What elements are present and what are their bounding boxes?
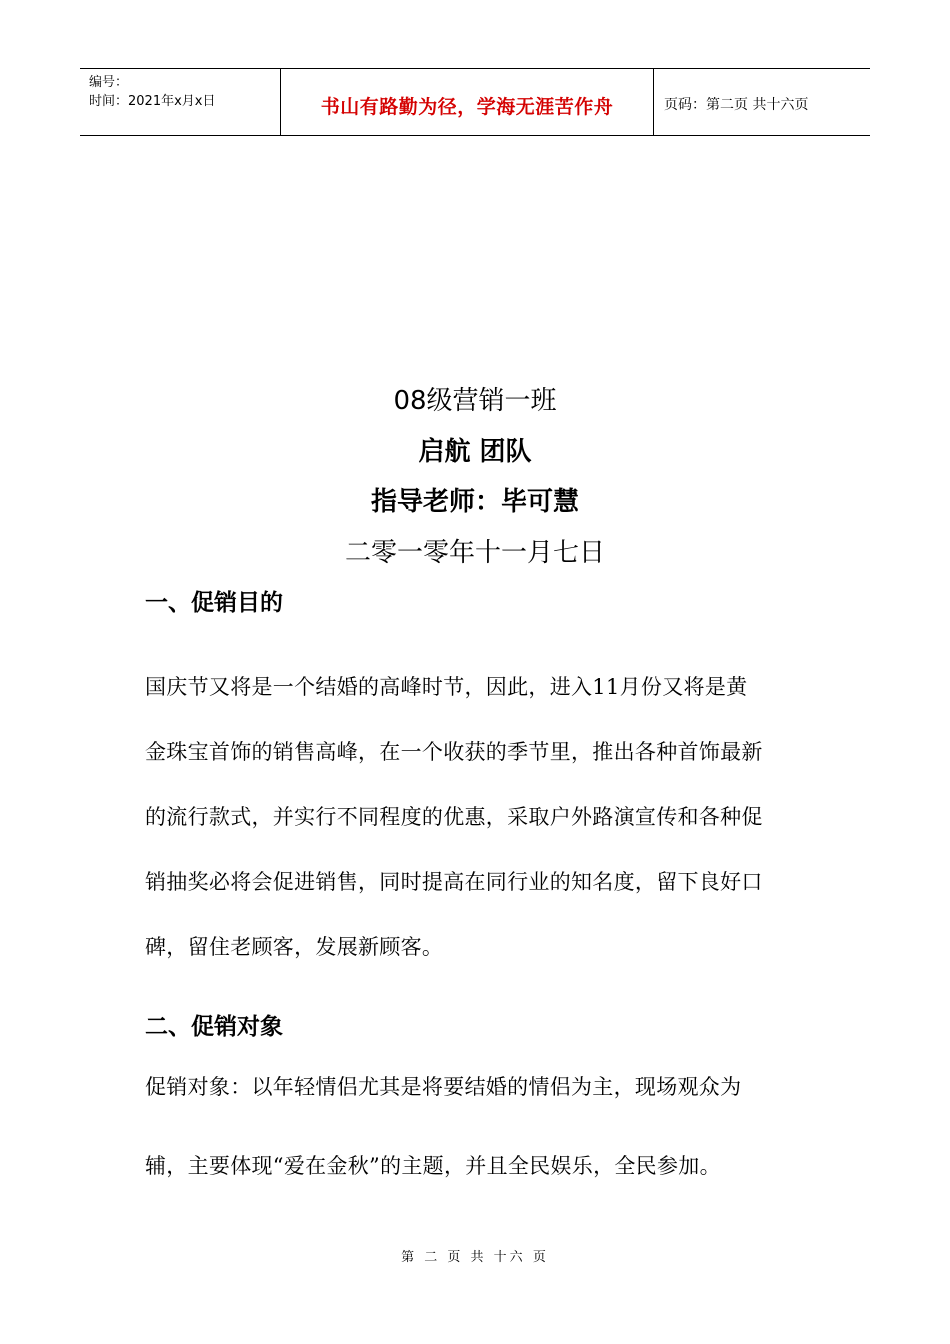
cover-date: 二零一零年十一月七日 [344,538,605,568]
header-number-label: 编号： [89,75,129,90]
paragraph-line: 国庆节又将是一个结婚的高峰时节，因此，进入11月份又将是黄 [145,675,748,699]
cover-team-name: 启航 团队 [418,437,532,467]
header-meta-cell [80,69,281,135]
paragraph-line: 辅，主要体现“爱在金秋”的主题，并且全民娱乐，全民参加。 [145,1154,721,1178]
header-date-label: 时间：2021年x月x日 [89,94,216,109]
paragraph-line: 销抽奖必将会促进销售，同时提高在同行业的知名度，留下良好口 [145,870,763,894]
paragraph-line: 金珠宝首饰的销售高峰，在一个收获的季节里，推出各种首饰最新 [145,740,763,764]
header-page-info: 页码：第二页 共十六页 [664,97,809,113]
section-heading-purpose: 一、促销目的 [145,590,283,616]
paragraph-line: 碑，留住老顾客，发展新顾客。 [145,935,444,959]
paragraph-line: 的流行款式，并实行不同程度的优惠，采取户外路演宣传和各种促 [145,805,763,829]
cover-advisor: 指导老师：毕可慧 [370,487,579,517]
section-body-purpose [145,672,810,997]
paragraph-line: 促销对象：以年轻情侣尤其是将要结婚的情侣为主，现场观众为 [145,1075,742,1099]
page-footer: 第 二 页 共 十六 页 [401,1250,549,1265]
section-body-target [145,1072,810,1230]
section-heading-target: 二、促销对象 [145,1014,283,1040]
cover-class-name: 08级营销一班 [393,386,557,416]
header-motto: 书山有路勤为径，学海无涯苦作舟 [281,69,654,135]
document-header [80,68,870,136]
